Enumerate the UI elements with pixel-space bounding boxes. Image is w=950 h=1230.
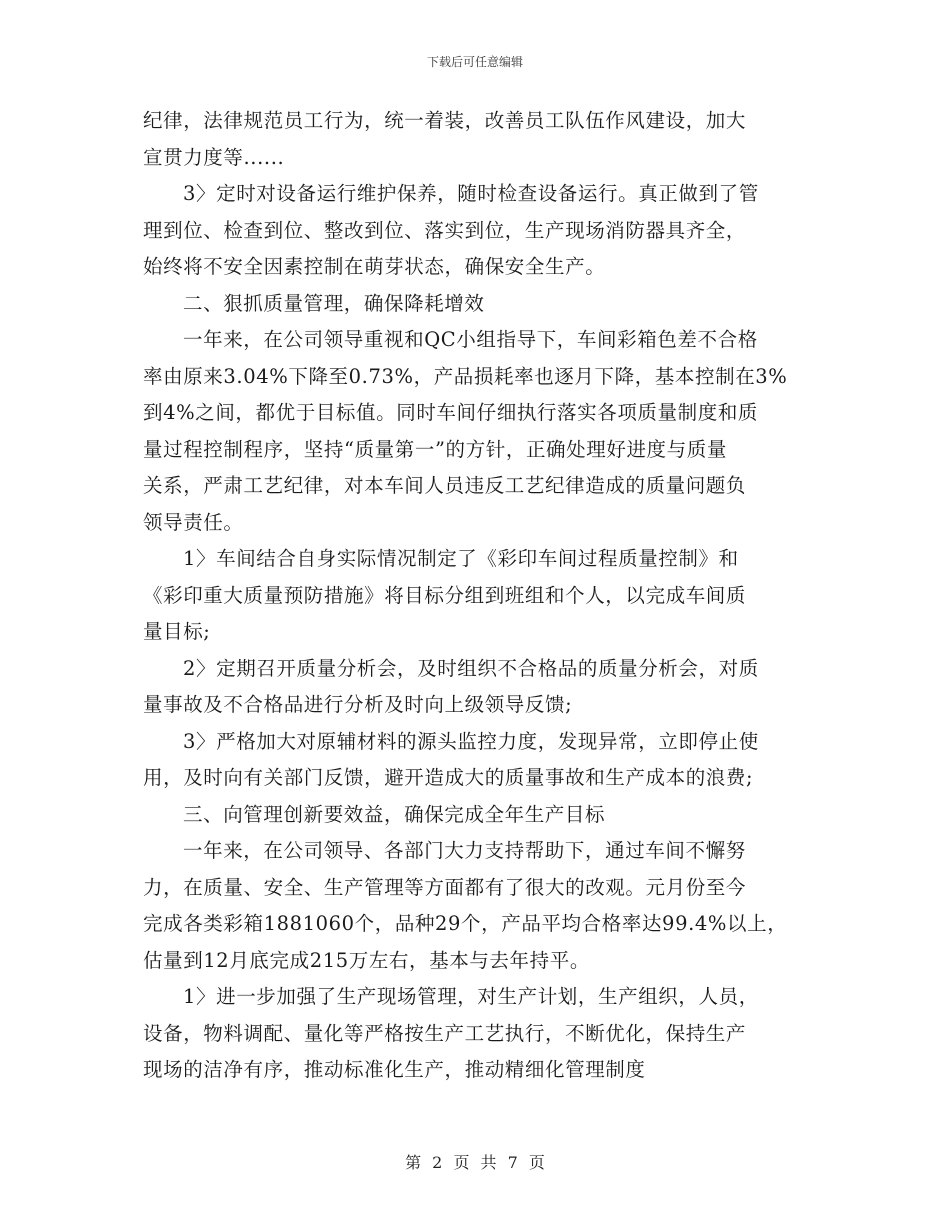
- text-line: 《彩印重大质量预防措施》将目标分组到班组和个人，以完成车间质: [143, 583, 747, 607]
- text-line: 一年来，在公司领导、各部门大力支持帮助下，通过车间不懈努: [183, 839, 746, 862]
- text-line: 2〉定期召开质量分析会，及时组织不合格品的质量分析会，对质: [183, 656, 759, 680]
- text-line: 始终将不安全因素控制在萌芽状态，确保安全生产。: [143, 255, 606, 278]
- text-line: 估量到12月底完成215万左右，基本与去年持平。: [143, 948, 590, 972]
- text-line: 量目标;: [143, 620, 211, 643]
- text-line: 1〉车间结合自身实际情况制定了《彩印车间过程质量控制》和: [183, 547, 739, 570]
- section-heading: 三、向管理创新要效益，确保完成全年生产目标: [183, 802, 606, 826]
- text-line: 3〉定时对设备运行维护保养，随时检查设备运行。真正做到了管: [183, 182, 759, 205]
- text-line: 一年来，在公司领导重视和QC小组指导下，车间彩箱色差不合格: [183, 328, 758, 351]
- text-line: 领导责任。: [143, 510, 244, 534]
- text-line: 3〉严格加大对原辅材料的源头监控力度，发现异常，立即停止使: [183, 729, 759, 753]
- text-line: 设备，物料调配、量化等严格按生产工艺执行，不断优化，保持生产: [143, 1021, 747, 1045]
- text-line: 宣贯力度等......: [143, 145, 285, 169]
- section-heading: 二、狠抓质量管理，确保降耗增效: [183, 291, 485, 315]
- text-line: 量过程控制程序，坚持“质量第一”的方针，正确处理好进度与质量: [143, 437, 727, 461]
- text-line: 用，及时向有关部门反馈，避开造成大的质量事故和生产成本的浪费;: [143, 766, 754, 789]
- document-body: [143, 103, 813, 1089]
- text-line: 率由原来3.04%下降至0.73%，产品损耗率也逐月下降，基本控制在3%: [143, 364, 788, 388]
- page-header: 下载后可任意编辑: [426, 55, 523, 69]
- text-line: 1〉进一步加强了生产现场管理，对生产计划，生产组织，人员，: [183, 985, 759, 1008]
- text-line: 量事故及不合格品进行分析及时向上级领导反馈;: [143, 693, 573, 716]
- text-line: 理到位、检查到位、整改到位、落实到位，生产现场消防器具齐全，: [143, 218, 747, 242]
- text-line: 现场的洁净有序，推动标准化生产，推动精细化管理制度: [143, 1058, 646, 1081]
- text-line: 关系，严肃工艺纪律，对本车间人员违反工艺纪律造成的质量问题负: [143, 474, 747, 497]
- text-line: 纪律，法律规范员工行为，统一着装，改善员工队伍作风建设，加大: [143, 109, 747, 132]
- text-line: 完成各类彩箱1881060个，品种29个，产品平均合格率达99.4%以上，: [143, 912, 788, 935]
- text-line: 力，在质量、安全、生产管理等方面都有了很大的改观。元月份至今: [143, 875, 747, 899]
- page-footer: 第 2 页 共 7 页: [405, 1153, 545, 1172]
- text-line: 到4%之间，都优于目标值。同时车间仔细执行落实各项质量制度和质: [143, 401, 759, 424]
